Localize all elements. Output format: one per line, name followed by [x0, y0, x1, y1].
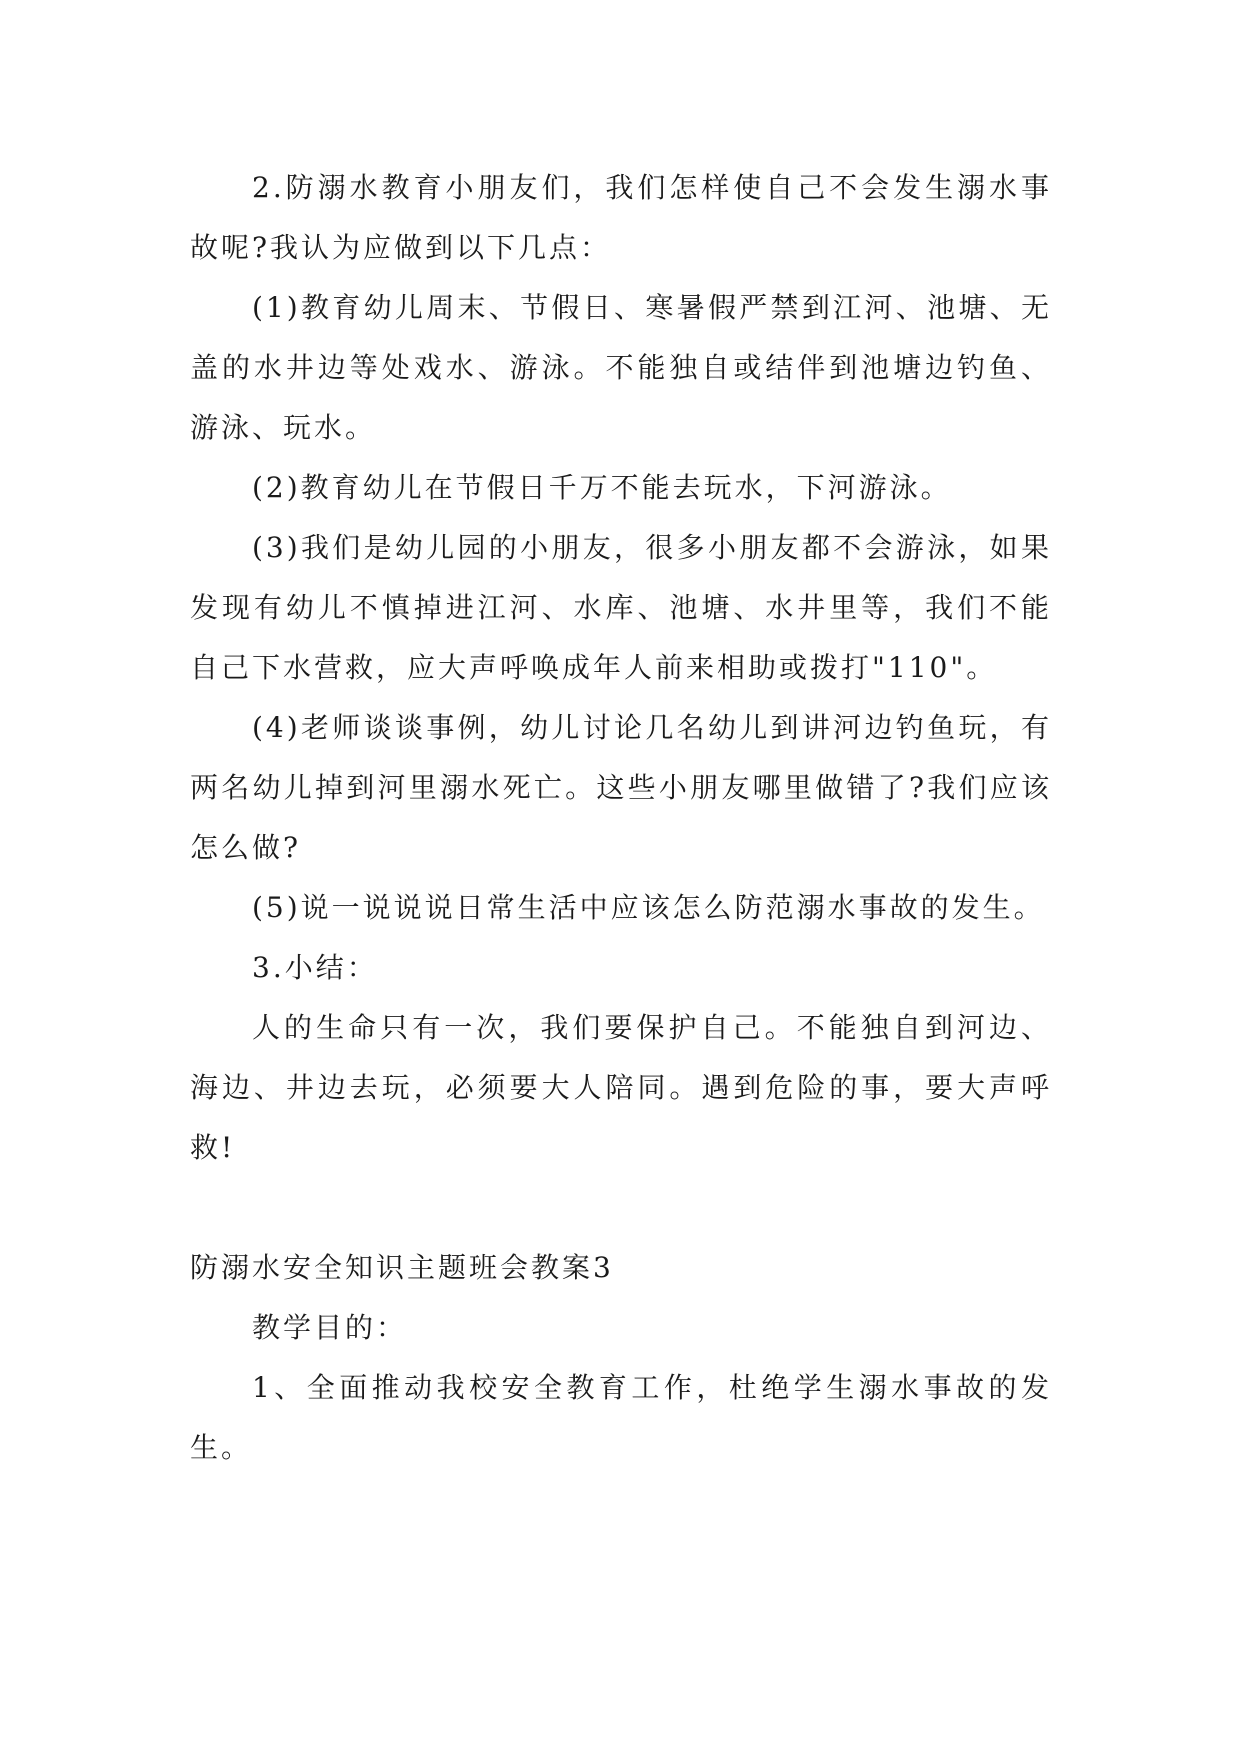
document-body [190, 158, 1052, 1478]
section-title: 防溺水安全知识主题班会教案3 [190, 1251, 614, 1284]
paragraph-teaching-goal-heading: 教学目的： [252, 1311, 408, 1344]
paragraph-rule-3: (3)我们是幼儿园的小朋友，很多小朋友都不会游泳，如果发现有幼儿不慎掉进江河、水库、池塘、水井里等，我们不能自己下水营救，应大声呼唤成年人前来相助或拨打"110"。 [190, 531, 1052, 684]
paragraph-rule-2: (2)教育幼儿在节假日千万不能去玩水，下河游泳。 [252, 471, 952, 504]
paragraph-summary-heading: 3.小结： [252, 951, 378, 984]
paragraph-summary: 人的生命只有一次，我们要保护自己。不能独自到河边、海边、井边去玩，必须要大人陪同。遇到危险的事，要大声呼救! [190, 1011, 1052, 1164]
paragraph-drowning-education: 2.防溺水教育小朋友们，我们怎样使自己不会发生溺水事故呢?我认为应做到以下几点： [190, 171, 1052, 264]
paragraph-rule-5: (5)说一说说说日常生活中应该怎么防范溺水事故的发生。 [252, 891, 1045, 924]
paragraph-rule-1: (1)教育幼儿周末、节假日、寒暑假严禁到江河、池塘、无盖的水井边等处戏水、游泳。不能独自或结伴到池塘边钓鱼、游泳、玩水。 [190, 291, 1052, 444]
paragraph-teaching-goal-1: 1、全面推动我校安全教育工作，杜绝学生溺水事故的发生。 [190, 1371, 1052, 1464]
paragraph-rule-4: (4)老师谈谈事例，幼儿讨论几名幼儿到讲河边钓鱼玩，有两名幼儿掉到河里溺水死亡。这些小朋友哪里做错了?我们应该怎么做? [190, 711, 1052, 864]
